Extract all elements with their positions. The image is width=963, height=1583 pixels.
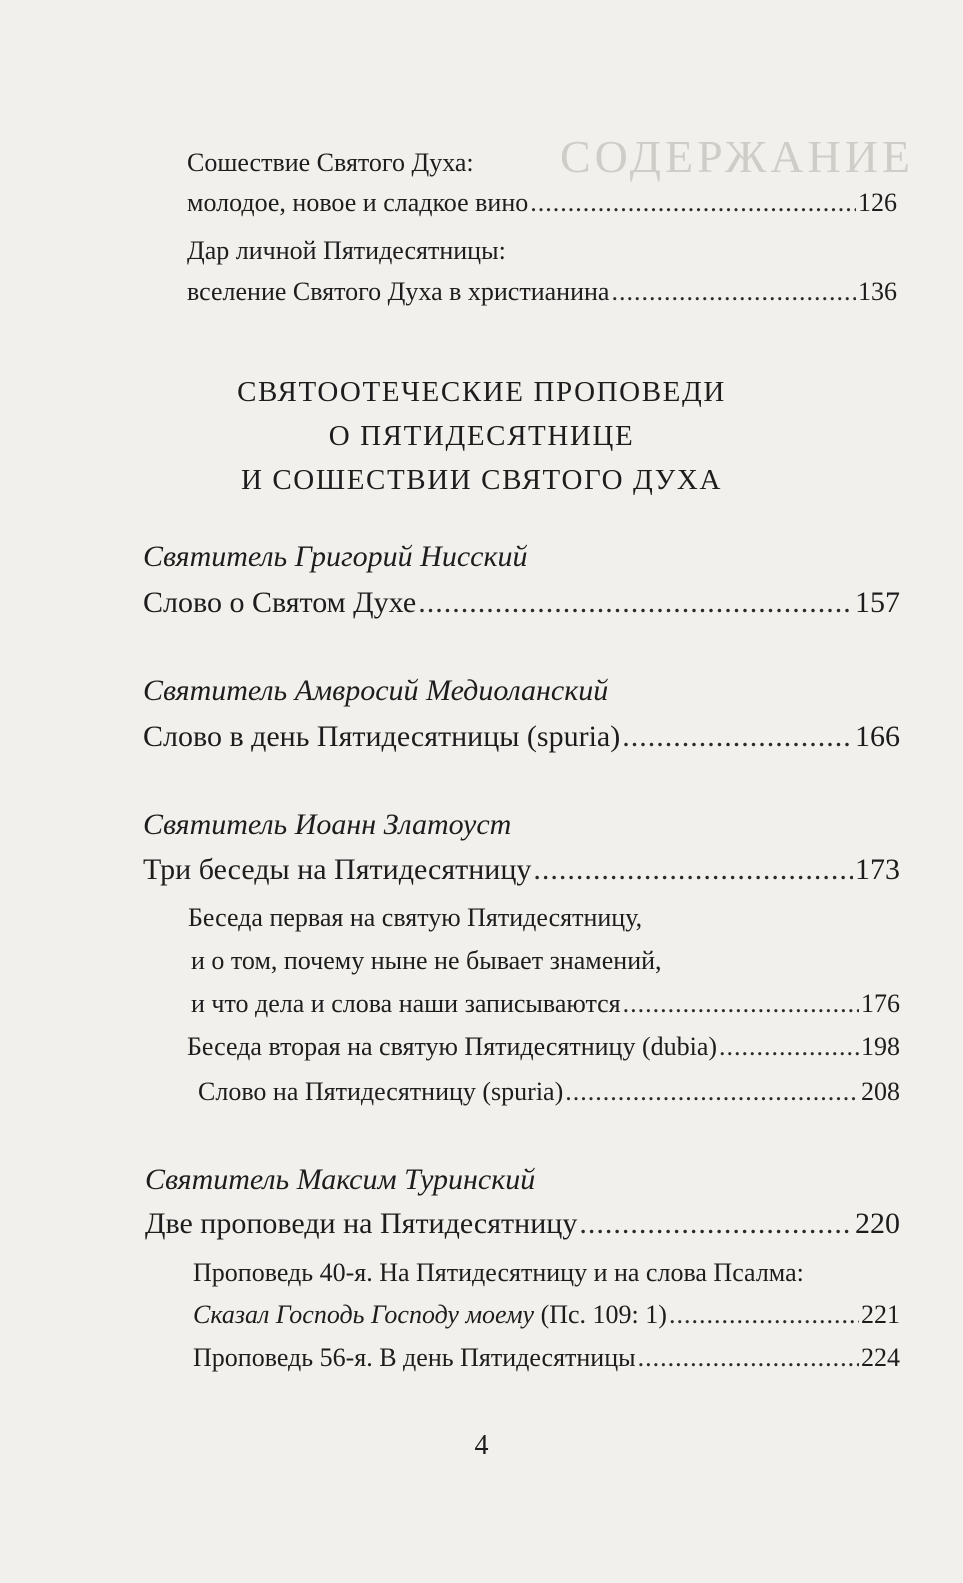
sub-entry-title: Беседа вторая на святую Пятидесятницу (dubia) [187,1032,718,1061]
toc-sub-entry[interactable] [191,989,900,1019]
leader-dots [579,1207,853,1241]
work-title: Слово о Святом Духе [143,586,417,619]
leader-dots [611,277,856,307]
toc-sub-entry[interactable] [187,1032,900,1062]
toc-entry-2-title: вселение Святого Духа в христианина [187,277,610,306]
sub-entry-title-italic: Сказал Господь Господу моему [193,1300,535,1329]
page-number: 4 [474,1430,489,1461]
toc-work-entry[interactable] [145,1207,900,1241]
work-title: Три беседы на Пятидесятницу [143,853,532,886]
leader-dots [669,1300,859,1330]
section-heading-line1: СВЯТООТЕЧЕСКИЕ ПРОПОВЕДИ [237,376,726,408]
sub-entry-title: Проповедь 56-я. В день Пятидесятницы [193,1343,636,1372]
toc-work-entry[interactable] [143,720,900,754]
toc-sub-entry[interactable] [193,1300,900,1330]
author-name: Святитель Максим Туринский [145,1163,536,1196]
toc-entry-2[interactable] [187,277,897,307]
sub-entry-page: 198 [861,1032,900,1061]
sub-entry-title: Слово на Пятидесятницу (spuria) [198,1077,564,1106]
toc-entry-1-title: молодое, новое и сладкое вино [187,188,529,217]
toc-work-entry[interactable] [143,853,900,887]
leader-dots [533,853,853,887]
toc-sub-entry[interactable] [198,1077,900,1107]
toc-sub-entry[interactable] [193,1343,900,1373]
sub-entry-title-ref: (Пс. 109: 1) [534,1300,667,1329]
toc-entry-1-page: 126 [858,188,897,217]
toc-work-entry[interactable] [143,586,900,620]
sub-entry-line: Проповедь 40-я. На Пятидесятницу и на слова Псалма: [193,1258,804,1287]
sub-entry-line: Беседа первая на святую Пятидесятницу, [188,903,643,932]
leader-dots [623,989,859,1019]
sub-entry-line: и о том, почему ныне не бывает знамений, [191,946,662,975]
section-heading-line2: О ПЯТИДЕСЯТНИЦЕ [328,420,635,452]
sub-entry-page: 224 [861,1343,900,1372]
author-name: Святитель Иоанн Златоуст [143,808,512,841]
toc-entry-1[interactable] [187,188,897,218]
author-name: Святитель Григорий Нисский [143,540,528,573]
leader-dots [719,1032,859,1062]
work-page: 166 [855,720,900,753]
leader-dots [622,720,853,754]
work-page: 220 [855,1207,900,1240]
leader-dots [418,586,853,620]
work-title: Две проповеди на Пятидесятницу [145,1207,578,1240]
section-heading-line3: И СОШЕСТВИИ СВЯТОГО ДУХА [240,464,723,496]
toc-entry-2-page: 136 [858,277,897,306]
toc-entry-2-line1: Дар личной Пятидесятницы: [187,236,506,265]
work-page: 157 [855,586,900,619]
leader-dots [565,1077,859,1107]
author-name: Святитель Амвросий Медиоланский [143,674,609,707]
work-title: Слово в день Пятидесятницы (spuria) [143,720,621,753]
sub-entry-page: 221 [861,1300,900,1329]
sub-entry-title: и что дела и слова наши записываются [191,989,621,1018]
work-page: 173 [855,853,900,886]
sub-entry-page: 176 [861,989,900,1018]
bleed-through-text: СОДЕРЖАНИЕ [560,131,915,182]
toc-entry-1-line1: Сошествие Святого Духа: [187,148,474,177]
leader-dots [638,1343,859,1373]
leader-dots [530,188,856,218]
sub-entry-page: 208 [861,1077,900,1106]
